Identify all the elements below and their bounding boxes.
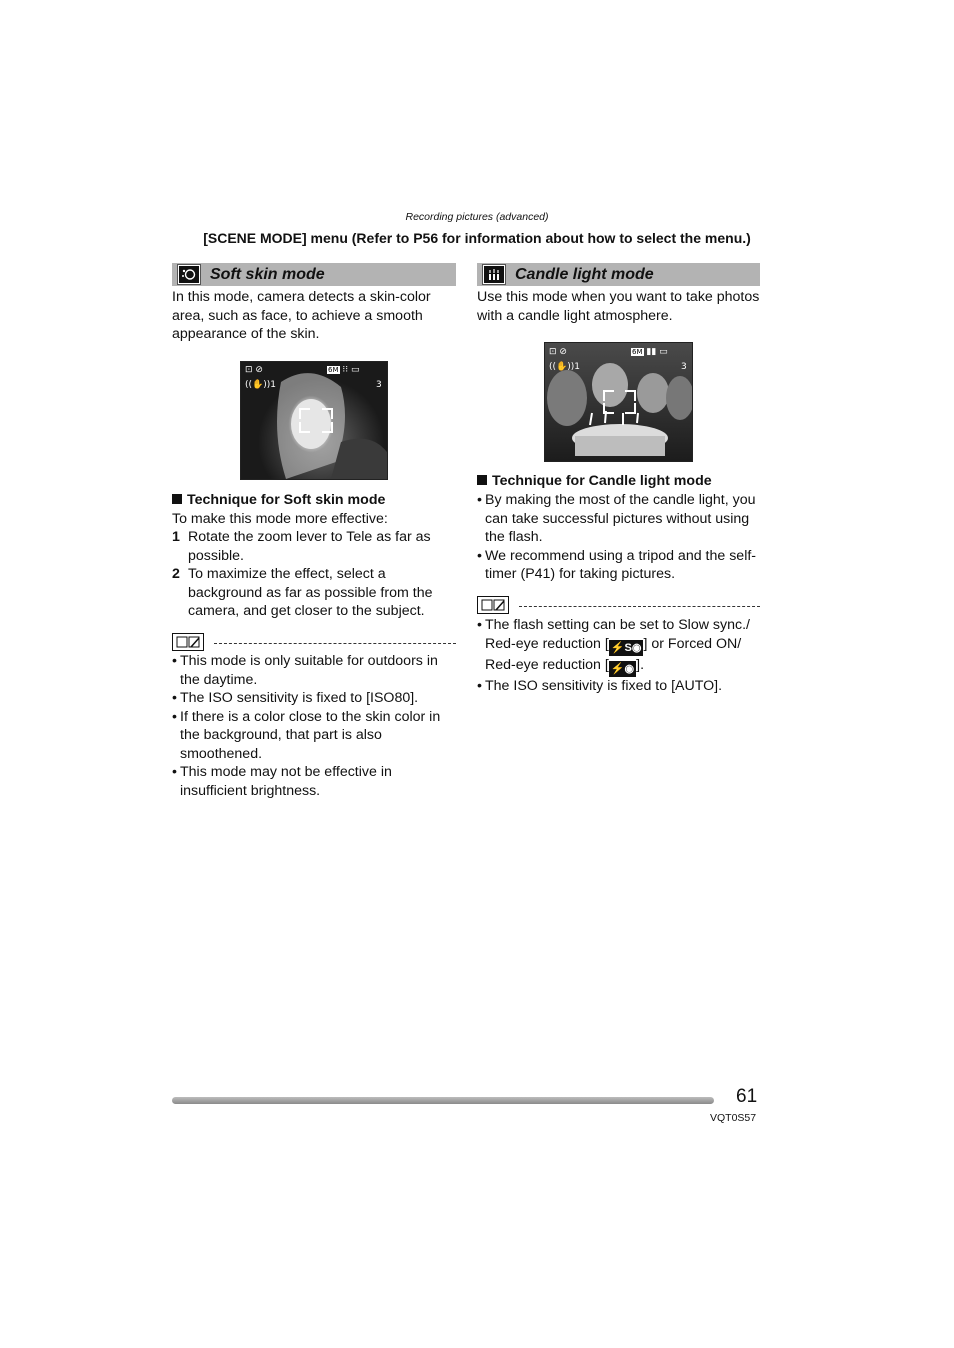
list-item: • The ISO sensitivity is fixed to [ISO80]. <box>172 689 456 708</box>
af-frame-corner <box>625 403 636 414</box>
list-item: • The flash setting can be set to Slow sync./ Red-eye reduction [ ⚡S◉ ] or Forced ON/ Red-eye reduction [ ⚡◉ ]. <box>477 616 762 677</box>
candle-section-header <box>477 263 760 286</box>
running-header: Recording pictures (advanced) <box>405 211 549 223</box>
soft-skin-title: Soft skin mode <box>210 265 325 283</box>
list-item: • If there is a color close to the skin color in the background, that part is also smoothened. <box>172 708 456 764</box>
slow-sync-red-eye-icon: ⚡S◉ <box>610 641 642 654</box>
menu-title: [SCENE MODE] menu (Refer to P56 for information about how to select the menu.) <box>203 230 751 246</box>
candle-technique-heading: Technique for Candle light mode <box>477 472 712 491</box>
af-frame-corner <box>603 403 614 414</box>
soft-skin-technique-heading: Technique for Soft skin mode <box>172 491 385 510</box>
candle-title: Candle light mode <box>515 265 654 283</box>
af-frame-corner <box>299 408 310 419</box>
soft-skin-mode-icon <box>178 265 200 284</box>
candle-example-photo <box>544 342 693 462</box>
footer-bar <box>172 1097 714 1104</box>
list-item: • This mode may not be effective in insufficient brightness. <box>172 763 456 800</box>
scene-mode-osd-icon: ⊡ ⊘ <box>245 365 263 375</box>
model-code: VQT0S57 <box>710 1112 757 1124</box>
list-item: • The ISO sensitivity is fixed to [AUTO]. <box>477 677 762 696</box>
list-item: 2 To maximize the effect, select a background as far as possible from the camera, and get closer to the subject. <box>172 566 433 619</box>
af-frame-corner <box>603 390 614 401</box>
af-frame-corner <box>322 422 333 433</box>
candle-mode-icon <box>483 265 505 284</box>
soft-skin-steps <box>172 528 456 621</box>
soft-skin-notes <box>172 652 456 800</box>
shots-remaining-osd: 3 <box>681 362 687 372</box>
candle-notes <box>477 616 762 695</box>
soft-skin-section-header <box>172 263 456 286</box>
square-bullet-icon <box>172 494 182 504</box>
shots-remaining-osd: 3 <box>376 380 382 390</box>
soft-skin-intro: In this mode, camera detects a skin-color area, such as face, to achieve a smooth appearance of the skin. <box>172 289 431 342</box>
stabilizer-osd-icon: ((✋))1 <box>245 380 276 390</box>
candle-tips <box>477 491 760 584</box>
note-icon <box>172 633 204 651</box>
picture-size-osd: 6M ⁝⁝ ▭ <box>328 365 360 375</box>
list-item: • We recommend using a tripod and the self-timer (P41) for taking pictures. <box>477 547 760 584</box>
candle-note-divider <box>477 596 760 614</box>
list-item: • By making the most of the candle light, you can take successful pictures without using the flash. <box>477 491 760 547</box>
list-item: 1 Rotate the zoom lever to Tele as far as possible. <box>172 529 431 564</box>
candle-intro: Use this mode when you want to take photos with a candle light atmosphere. <box>477 289 760 324</box>
soft-skin-technique-intro: To make this mode more effective: <box>172 511 388 527</box>
af-frame-corner <box>625 390 636 401</box>
stabilizer-osd-icon: ((✋))1 <box>549 362 580 372</box>
soft-skin-example-photo <box>240 361 388 480</box>
picture-size-osd: 6M ▮▮ ▭ <box>632 347 668 357</box>
af-frame-corner <box>299 422 310 433</box>
page-number: 61 <box>736 1086 758 1107</box>
forced-on-red-eye-icon: ⚡◉ <box>610 662 635 675</box>
square-bullet-icon <box>477 475 487 485</box>
scene-mode-osd-icon: ⊡ ⊘ <box>549 347 567 357</box>
note-icon <box>477 596 509 614</box>
list-item: • This mode is only suitable for outdoors in the daytime. <box>172 652 456 689</box>
soft-skin-note-divider <box>172 633 456 651</box>
af-frame-corner <box>322 408 333 419</box>
